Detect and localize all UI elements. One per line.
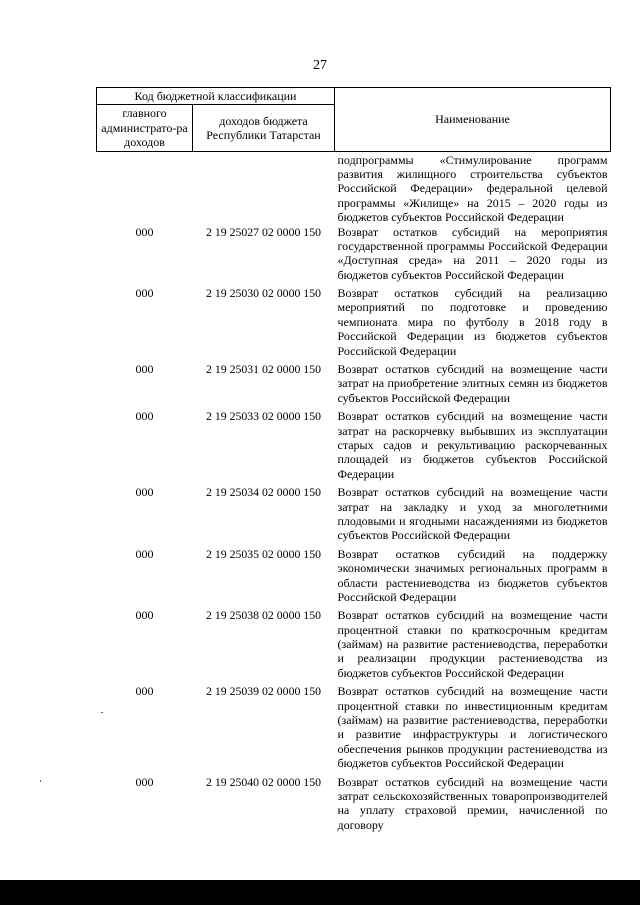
- cell-name: Возврат остатков субсидий на возмещение части процентной ставки по краткосрочным кредитам (займам) на развитие растениеводства, переработки и реализации продукции растениеводства из бюджетов субъектов Российской Федерации: [337, 608, 608, 680]
- cell-income-code: 2 19 25034 02 0000 150: [205, 485, 322, 500]
- budget-classification-table: [96, 87, 611, 836]
- cell-admin-code: 000: [135, 224, 154, 239]
- cell-name: Возврат остатков субсидий на возмещение части процентной ставки по инвестиционным кредитам (займам) на развитие растениеводства, переработки и развитие инфраструктуры и логистического обеспечения рынков продукции растениеводства из бюджетов субъектов Российской Федерации: [337, 684, 608, 771]
- table-row: [97, 547, 611, 609]
- cell-name: Возврат остатков субсидий на реализацию мероприятий по подготовке и проведению чемпионата мира по футболу в 2018 году в Российской Федерации из бюджетов субъектов Российской Федерации: [337, 286, 608, 358]
- cell-name-continuation: подпрограммы «Стимулирование программ развития жилищного строительства субъектов Российской Федерации» федеральной целевой программы «Жилище» на 2015 – 2020 годы из бюджетов субъектов Российской Федерации: [337, 152, 608, 225]
- table-row: [97, 362, 611, 409]
- cell-admin-code: 000: [135, 409, 154, 424]
- scan-speck: [101, 712, 103, 713]
- cell-income-code: 2 19 25039 02 0000 150: [205, 684, 322, 699]
- cell-code-empty: [193, 151, 335, 224]
- table-row-continuation: [97, 151, 611, 224]
- table-row: [97, 225, 611, 287]
- cell-admin-code: 000: [135, 546, 154, 561]
- cell-name: Возврат остатков субсидий на мероприятия государственной программы Российской Федерации «Доступная среда» на 2011 – 2020 годы из бюджетов субъектов Российской Федерации: [337, 224, 608, 282]
- table-row: [97, 286, 611, 362]
- cell-admin-code: 000: [135, 684, 154, 699]
- cell-admin-code: 000: [135, 774, 154, 789]
- cell-name: Возврат остатков субсидий на возмещение части затрат сельскохозяйственных товаропроизводителей на уплату страховой премии, начисленной по договору: [337, 774, 608, 832]
- cell-name: Возврат остатков субсидий на возмещение части затрат на приобретение элитных семян из бюджетов субъектов Российской Федерации: [337, 362, 608, 405]
- table-row: [97, 608, 611, 684]
- cell-name: Возврат остатков субсидий на возмещение части затрат на закладку и уход за многолетними плодовыми и ягодными насаждениями из бюджетов субъектов Российской Федерации: [337, 485, 608, 543]
- header-name: Наименование: [335, 88, 611, 152]
- cell-income-code: 2 19 25030 02 0000 150: [205, 286, 322, 301]
- scan-speck: [40, 780, 41, 782]
- cell-income-code: 2 19 25031 02 0000 150: [205, 362, 322, 377]
- header-republic-income: доходов бюджета Республики Татарстан: [193, 105, 335, 151]
- cell-income-code: 2 19 25038 02 0000 150: [205, 608, 322, 623]
- cell-income-code: 2 19 25035 02 0000 150: [205, 546, 322, 561]
- header-budget-classification-code: Код бюджетной классификации: [97, 88, 335, 105]
- cell-income-code: 2 19 25033 02 0000 150: [205, 409, 322, 424]
- cell-income-code: 2 19 25040 02 0000 150: [205, 774, 322, 789]
- cell-admin-code: 000: [135, 362, 154, 377]
- cell-name: Возврат остатков субсидий на возмещение части затрат на раскорчевку выбывших из эксплуатации старых садов и рекультивацию раскорчеванных площадей из бюджетов субъектов Российской Федерации: [337, 409, 608, 481]
- cell-admin-code: 000: [135, 485, 154, 500]
- cell-admin-empty: [97, 151, 193, 224]
- scan-bottom-border: [0, 880, 640, 905]
- cell-income-code: 2 19 25027 02 0000 150: [205, 224, 322, 239]
- table-row: [97, 775, 611, 837]
- table-row: [97, 485, 611, 547]
- table-row: [97, 684, 611, 774]
- cell-name: Возврат остатков субсидий на поддержку экономически значимых региональных программ в области растениеводства из бюджетов субъектов Российской Федерации: [337, 546, 608, 604]
- page-number: 27: [313, 58, 327, 73]
- cell-admin-code: 000: [135, 608, 154, 623]
- table-row: [97, 409, 611, 485]
- header-main-administrator: главного администрато-ра доходов: [97, 105, 193, 151]
- cell-admin-code: 000: [135, 286, 154, 301]
